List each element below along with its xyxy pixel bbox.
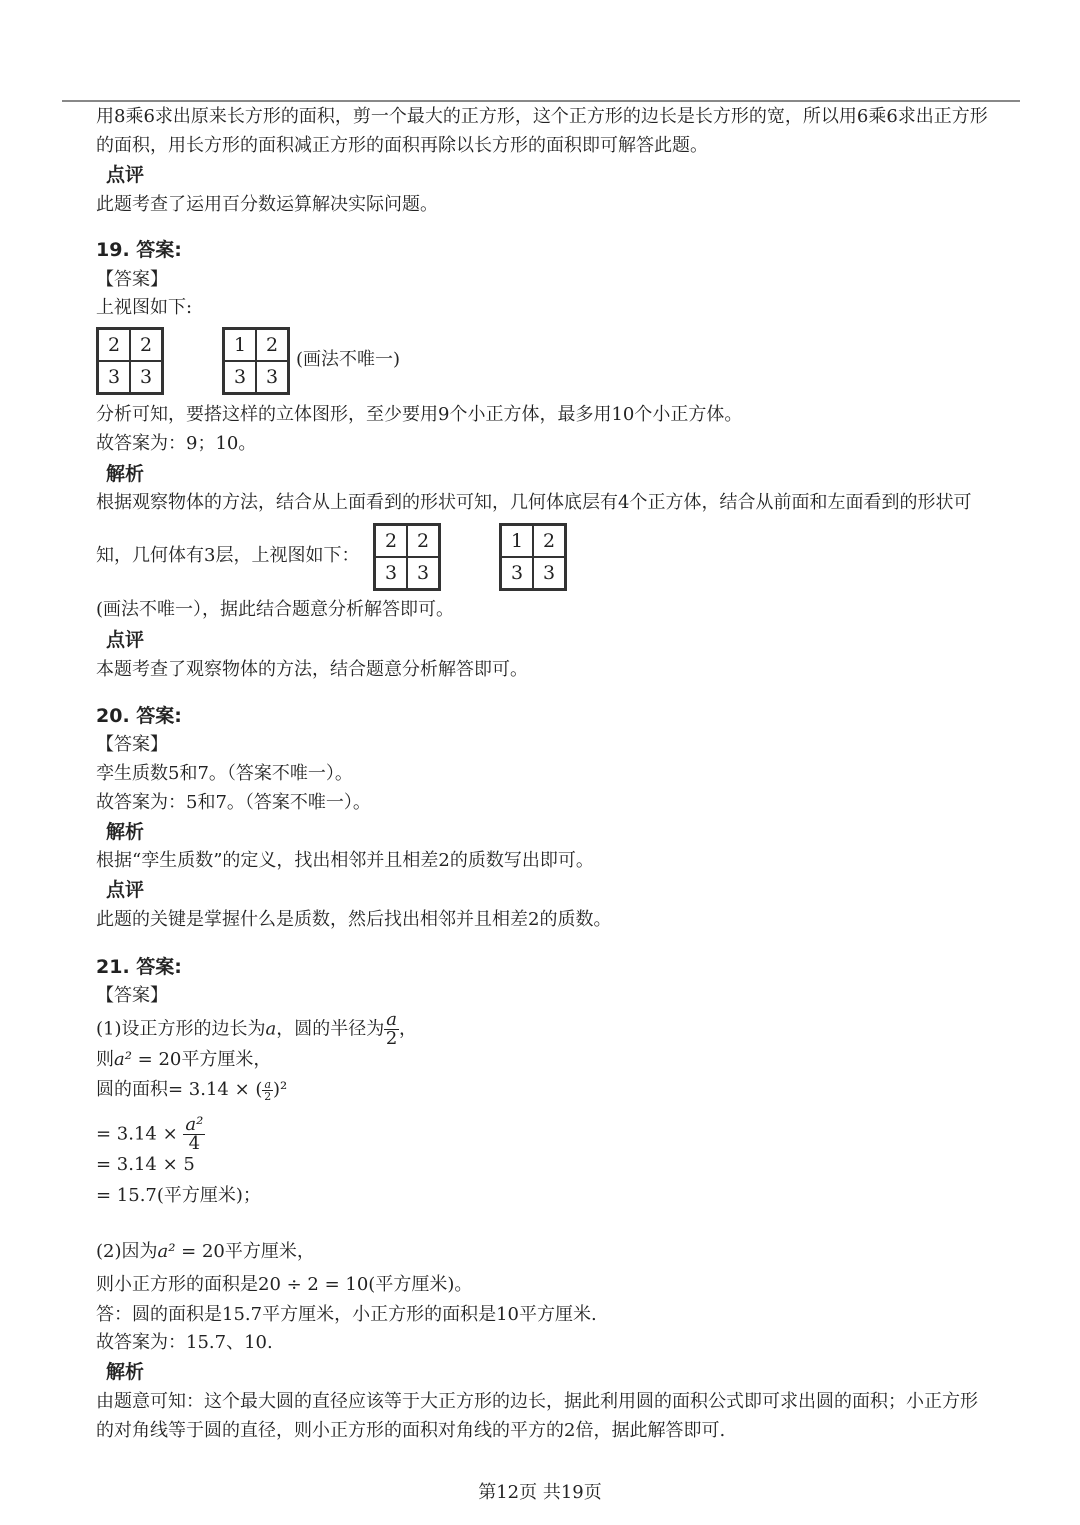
page-number: 第12页 共19页 (478, 1482, 602, 1503)
text: )² (273, 1079, 288, 1100)
math-line (96, 1078, 287, 1102)
text: = 20平方厘米， (175, 1241, 315, 1262)
answer-tag: 【答案】 (96, 985, 168, 1006)
text-line: (画法不唯一），据此结合题意分析解答即可。 (96, 599, 455, 620)
text-line: 根据“孪生质数”的定义，找出相邻并且相差2的质数写出即可。 (96, 850, 594, 871)
text-line: 根据观察物体的方法，结合从上面看到的形状可知，几何体底层有4个正方体，结合从前面和左面看到的形状可 (96, 492, 972, 513)
text-line: 此题的关键是掌握什么是质数，然后找出相邻并且相差2的质数。 (96, 909, 612, 930)
fraction (384, 1011, 399, 1048)
grid-cell: 3 (407, 557, 439, 589)
grid-cell: 2 (533, 525, 565, 557)
text: = 20平方厘米， (131, 1049, 272, 1070)
text-line: 故答案为：9；10。 (96, 433, 257, 454)
question-heading: 19. 答案: (96, 239, 182, 261)
text-line: 由题意可知：这个最大圆的直径应该等于大正方形的边长，据此利用圆的面积公式即可求出圆的面积；小正方形 (96, 1391, 978, 1412)
grid-cell: 3 (98, 361, 130, 393)
text: 圆的面积= 3.14 × ( (96, 1079, 263, 1100)
text-line: 的对角线等于圆的直径，则小正方形的面积对角线的平方的2倍，据此解答即可. (96, 1420, 726, 1441)
grid-cell: 1 (501, 525, 533, 557)
text: ，圆的半径为 (276, 1018, 385, 1040)
question-heading: 21. 答案: (96, 956, 182, 978)
text-line: 孪生质数5和7。（答案不唯一）。 (96, 763, 353, 784)
grid-cell: 3 (375, 557, 407, 589)
grid-cell: 3 (256, 361, 288, 393)
question-heading: 20. 答案: (96, 705, 182, 727)
fraction (262, 1079, 273, 1102)
text: ， (398, 1018, 417, 1040)
grid-cell: 2 (98, 329, 130, 361)
variable: a (265, 1018, 277, 1040)
grid-cell: 2 (375, 525, 407, 557)
denominator: 2 (264, 1089, 272, 1103)
text: (1)设正方形的边长为 (96, 1018, 266, 1040)
section-heading: 点评 (106, 629, 145, 651)
answer-tag: 【答案】 (96, 734, 168, 755)
text-line: 上视图如下: (96, 297, 193, 318)
text-line: 此题考查了运用百分数运算解决实际问题。 (96, 194, 438, 215)
math-line: 则小正方形的面积是20 ÷ 2 = 10(平方厘米)。 (96, 1274, 473, 1295)
math-line (96, 1116, 205, 1153)
text-line: (画法不唯一) (296, 349, 401, 370)
fraction (183, 1116, 205, 1153)
top-view-grid (373, 523, 441, 591)
variable: a² (114, 1049, 132, 1070)
section-heading: 点评 (106, 879, 145, 901)
top-view-grid (222, 327, 290, 395)
grid-cell: 3 (130, 361, 162, 393)
text: (2)因为 (96, 1241, 158, 1262)
math-line: = 3.14 × 5 (96, 1154, 195, 1175)
math-line (96, 1011, 417, 1048)
grid-cell: 1 (224, 329, 256, 361)
top-view-grid (499, 523, 567, 591)
grid-cell: 2 (130, 329, 162, 361)
denominator: 2 (385, 1028, 398, 1049)
text-line: 知，几何体有3层，上视图如下： (96, 545, 360, 566)
section-heading: 解析 (106, 463, 145, 485)
section-heading: 点评 (106, 164, 145, 186)
text-line: 答：圆的面积是15.7平方厘米，小正方形的面积是10平方厘米. (96, 1304, 597, 1325)
numerator: a (264, 1077, 271, 1091)
text-line: 的面积，用长方形的面积减正方形的面积再除以长方形的面积即可解答此题。 (96, 135, 708, 156)
numerator: a (386, 1009, 397, 1030)
denominator: 4 (188, 1133, 201, 1154)
grid-cell: 2 (407, 525, 439, 557)
text-line: 用8乘6求出原来长方形的面积，剪一个最大的正方形，这个正方形的边长是长方形的宽，所以用6乘6求出正方形 (96, 106, 988, 127)
text-line: 本题考查了观察物体的方法，结合题意分析解答即可。 (96, 659, 528, 680)
section-heading: 解析 (106, 821, 145, 843)
grid-cell: 3 (224, 361, 256, 393)
numerator: a² (185, 1114, 204, 1135)
section-heading: 解析 (106, 1361, 145, 1383)
variable: a² (157, 1241, 176, 1262)
text-line: 故答案为：5和7。（答案不唯一）。 (96, 792, 371, 813)
text: = 3.14 × (96, 1123, 184, 1145)
header-rule (62, 100, 1020, 102)
math-line (96, 1048, 271, 1072)
text-line: 分析可知，要搭这样的立体图形，至少要用9个小正方体，最多用10个小正方体。 (96, 404, 743, 425)
grid-cell: 3 (533, 557, 565, 589)
answer-tag: 【答案】 (96, 269, 168, 290)
text-line: 故答案为：15.7、10. (96, 1332, 273, 1353)
text: 则 (96, 1049, 114, 1070)
math-line (96, 1240, 315, 1264)
grid-cell: 2 (256, 329, 288, 361)
grid-cell: 3 (501, 557, 533, 589)
math-line: = 15.7(平方厘米)； (96, 1185, 261, 1206)
top-view-grid (96, 327, 164, 395)
